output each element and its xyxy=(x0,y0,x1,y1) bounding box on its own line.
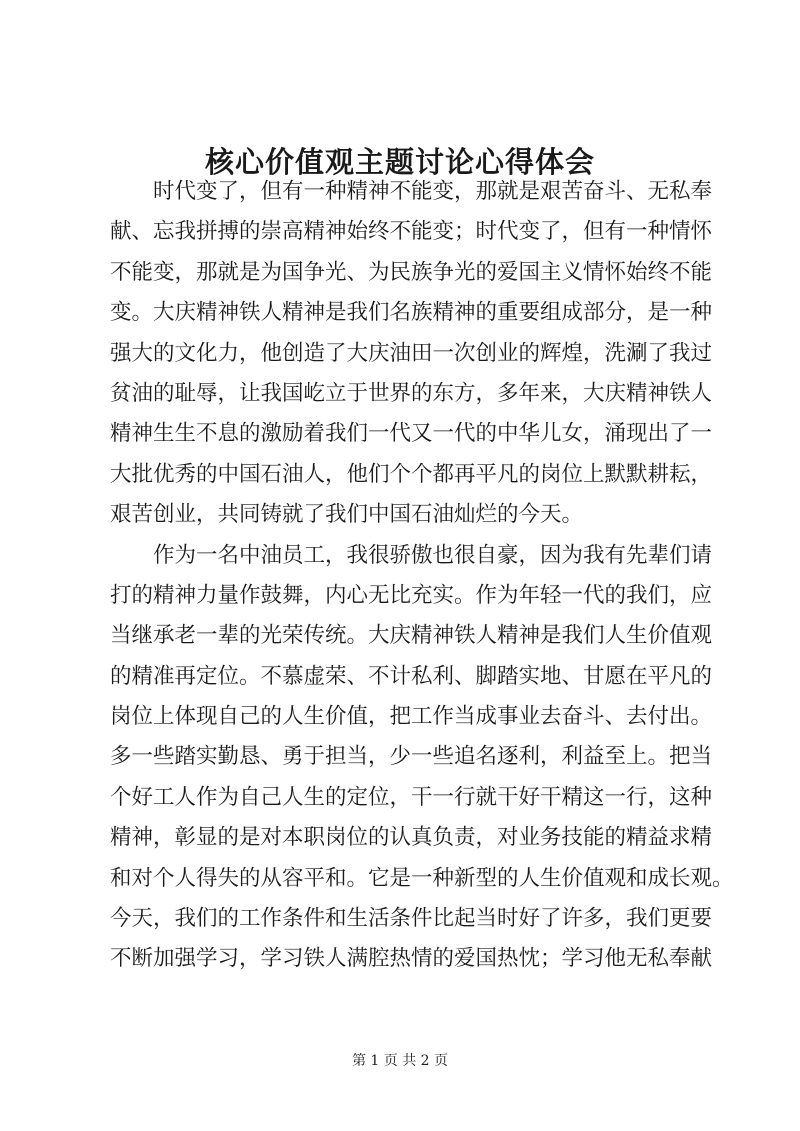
text-line: 贫油的耻辱，让我国屹立于世界的东方，多年来，大庆精神铁人 xyxy=(110,380,713,406)
text-line: 岗位上体现自己的人生价值，把工作当成事业去奋斗、去付出。 xyxy=(110,704,713,730)
text-line: 不断加强学习，学习铁人满腔热情的爱国热忱；学习他无私奉献 xyxy=(110,946,713,972)
text-line: 时代变了，但有一种精神不能变，那就是艰苦奋斗、无私奉 xyxy=(153,179,713,204)
text-line: 大批优秀的中国石油人，他们个个都再平凡的岗位上默默耕耘， xyxy=(110,461,713,487)
text-line: 多一些踏实勤恳、勇于担当，少一些追名逐利，利益至上。把当 xyxy=(110,744,713,770)
text-line: 当继承老一辈的光荣传统。大庆精神铁人精神是我们人生价值观 xyxy=(110,623,713,649)
document-title: 核心价值观主题讨论心得体会 xyxy=(204,145,595,179)
text-line: 和对个人得失的从容平和。它是一种新型的人生价值观和成长观。 xyxy=(110,865,734,891)
text-line: 强大的文化力，他创造了大庆油田一次创业的辉煌，洗涮了我过 xyxy=(110,340,713,366)
page-footer: 第 1 页 共 2 页 xyxy=(351,1053,449,1069)
text-line: 今天，我们的工作条件和生活条件比起当时好了许多，我们更要 xyxy=(110,906,713,932)
text-line: 变。大庆精神铁人精神是我们名族精神的重要组成部分，是一种 xyxy=(110,300,713,326)
document-body xyxy=(110,172,734,980)
paragraph-2 xyxy=(110,536,734,980)
text-line: 献、忘我拼搏的崇高精神始终不能变；时代变了，但有一种情怀 xyxy=(110,219,713,245)
text-line: 作为一名中油员工，我很骄傲也很自豪，因为我有先辈们请 xyxy=(153,542,713,568)
text-line: 不能变，那就是为国争光、为民族争光的爱国主义情怀始终不能 xyxy=(110,259,713,285)
text-line: 的精准再定位。不慕虚荣、不计私利、脚踏实地、甘愿在平凡的 xyxy=(110,663,713,689)
text-line: 个好工人作为自己人生的定位，干一行就干好干精这一行，这种 xyxy=(110,784,713,810)
text-line: 艰苦创业，共同铸就了我们中国石油灿烂的今天。 xyxy=(110,502,584,528)
paragraph-1 xyxy=(110,172,713,536)
text-line: 精神生生不息的激励着我们一代又一代的中华儿女，涌现出了一 xyxy=(110,421,713,447)
text-line: 精神，彰显的是对本职岗位的认真负责，对业务技能的精益求精 xyxy=(110,825,713,851)
text-line: 打的精神力量作鼓舞，内心无比充实。作为年轻一代的我们，应 xyxy=(110,582,713,608)
